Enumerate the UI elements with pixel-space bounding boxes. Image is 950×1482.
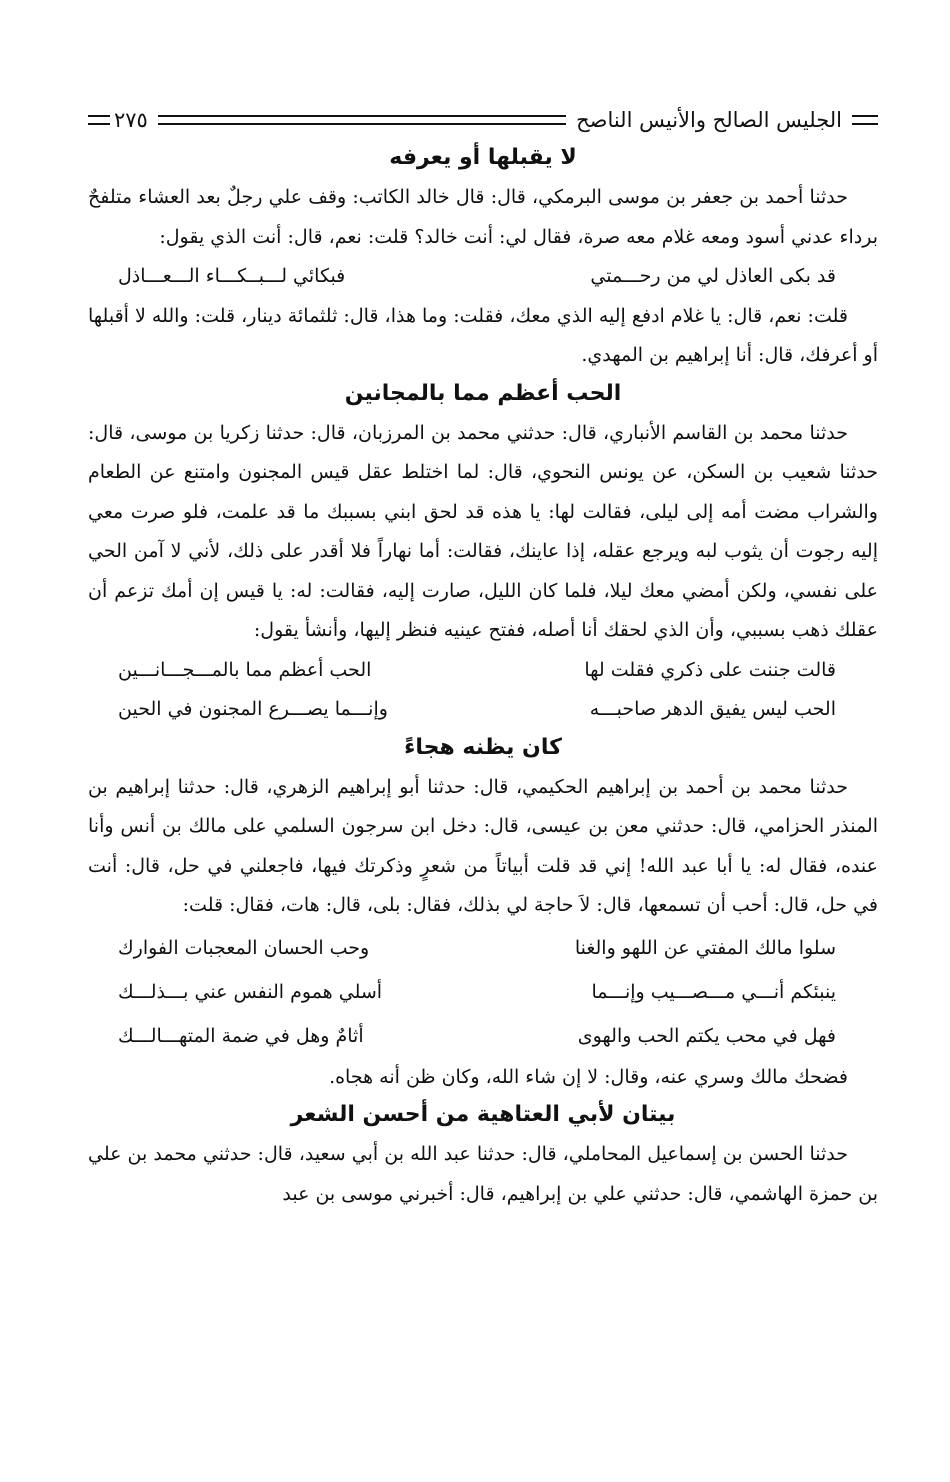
section-heading: كان يظنه هجاءً (404, 734, 562, 760)
verse-first-hemistich: قد بكى العاذل لي من رحـــمتي (590, 265, 836, 287)
paragraph: قلت: نعم، قال: يا غلام ادفع إليه الذي معك، فقلت: وما هذا، قال: ثلثمائة دينار، قلت: والله لا أقبلها أو أعرفك، قال: أنا إبراهيم بن المهدي. (88, 304, 878, 366)
book-page (88, 100, 878, 1214)
verse-second-hemistich: أثامٌ وهل في ضمة المتهـــالـــك (118, 1024, 364, 1047)
verse-first-hemistich: الحب ليس يفيق الدهر صاحبـــه (589, 698, 836, 720)
paragraph: حدثنا محمد بن القاسم الأنباري، قال: حدثني محمد بن المرزبان، قال: حدثنا زكريا بن موسى، قال: حدثنا شعيب بن السكن، عن يونس النحوي، قال: لما اختلط عقل قيس المجنون وامتنع عن الطعام والشراب مضت أمه إلى ليلى، فقالت لها: يا هذه قد لحق ابني بسببك ما قد علمت، فلو صرت معي إليه رجوت أن يثوب لبه ويرجع عقله، إذا عاينك، فقالت: أما نهاراً فلا أقدر على ذلك، لأني لا آمن الحي على نفسي، ولكن أمضي معك ليلا، فلما كان الليل، صارت إليه، فقالت: له: يا قيس إن أمك تزعم أن عقلك ذهب بسببي، وأن الذي لحقك أنا أصله، ففتح عينيه فنظر إليها، وأنشأ يقول: (88, 421, 878, 641)
section-heading: الحب أعظم مما بالمجانين (344, 380, 622, 406)
poetry-verse (88, 257, 878, 297)
double-rule-ornament (852, 115, 878, 125)
poetry-verse (88, 970, 878, 1014)
paragraph: حدثنا الحسن بن إسماعيل المحاملي، قال: حدثنا عبد الله بن أبي سعيد، قال: حدثني محمد بن علي بن حمزة الهاشمي، قال: حدثني علي بن إبراهيم، قال: أخبرني موسى بن عبد (88, 1143, 878, 1205)
paragraph: حدثنا أحمد بن جعفر بن موسى البرمكي، قال: قال خالد الكاتب: وقف علي رجلٌ بعد العشاء متلفحٌ برداء عدني أسود ومعه غلام معه صرة، فقال لي: أنت خالد؟ قلت: نعم، قال: أنت الذي يقول: (88, 186, 878, 248)
verse-second-hemistich: وحب الحسان المعجبات الفوارك (118, 936, 370, 959)
header-title: الجليس الصالح والأنيس الناصح (576, 108, 842, 132)
header-double-rule (158, 115, 566, 125)
paragraph: فضحك مالك وسري عنه، وقال: لا إن شاء الله، وكان ظن أنه هجاه. (329, 1065, 848, 1088)
verse-first-hemistich: قالت جننت على ذكري فقلت لها (584, 658, 836, 681)
page-number: ٢٧٥ (114, 108, 148, 132)
verse-second-hemistich: وإنـــما يصـــرع المجنون في الحين (118, 698, 388, 720)
verse-second-hemistich: فبكائي لـــبــكـــاء الـــعـــاذل (118, 265, 346, 287)
verse-first-hemistich: ينبئكم أنـــي مـــصـــيب وإنـــما (591, 980, 836, 1003)
section-heading: بيتان لأبي العتاهية من أحسن الشعر (290, 1102, 676, 1127)
page-number-group (88, 108, 148, 132)
running-header (88, 100, 878, 140)
section-heading: لا يقبلها أو يعرفه (389, 145, 577, 170)
verse-first-hemistich: سلوا مالك المفتي عن اللهو والغنا (574, 936, 836, 959)
verse-first-hemistich: فهل في محب يكتم الحب والهوى (577, 1024, 836, 1047)
poetry-verse (88, 1014, 878, 1058)
verse-second-hemistich: الحب أعظم مما بالمـــجـــانـــين (118, 658, 372, 681)
header-title-group (576, 108, 878, 132)
poetry-verse (88, 651, 878, 691)
verse-second-hemistich: أسلي هموم النفس عني بـــذلـــك (118, 980, 383, 1003)
poetry-verse (88, 926, 878, 970)
double-rule-ornament (88, 115, 110, 125)
paragraph: حدثنا محمد بن أحمد بن إبراهيم الحكيمي، قال: حدثنا أبو إبراهيم الزهري، قال: حدثنا إبراهيم بن المنذر الحزامي، قال: حدثني معن بن عيسى، قال: دخل ابن سرجون السلمي على مالك بن أنس وأنا عنده، فقال له: يا أبا عبد الله! إني قد قلت أبياتاً من شعرٍ وذكرتك فيها، فاجعلني في حل، قال: أنت في حل، قال: أحب أن تسمعها، قال: لاَ حاجة لي بذلك، فقال: بلى، قال: هات، فقال: قلت: (88, 775, 878, 916)
poetry-verse (88, 690, 878, 730)
